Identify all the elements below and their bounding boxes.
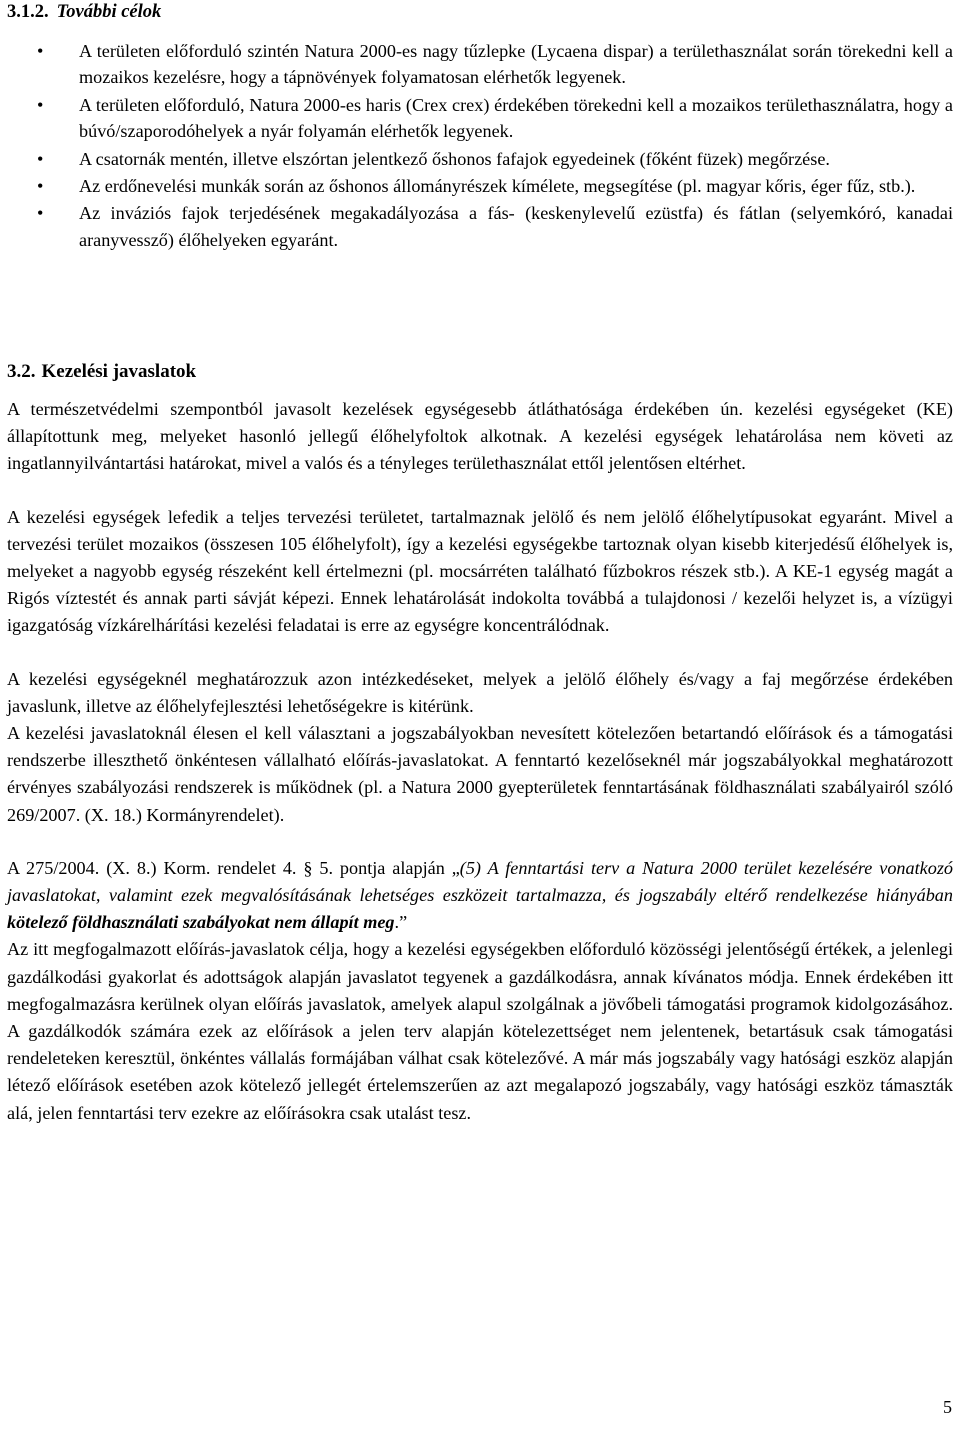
paragraph-4: A kezelési javaslatoknál élesen el kell választani a jogszabályokban nevesített kötelezően betartandó előírások és a támogatási rendszerbe illeszthető önkéntesen vállalható előírás-javaslatokat. A fenntartó kezelőseknél már jogszabályokkal meghatározott érvényes szabályozási rendszerek is működnek (pl. a Natura 2000 gyepterületek fenntartásának földhasználati szabályairól szóló 269/2007. (X. 18.) Kormányrendelet). bbox=[7, 723, 953, 825]
section-body bbox=[7, 396, 953, 1127]
goal-item-4 bbox=[7, 173, 953, 199]
section-number: 3.1.2. bbox=[7, 2, 49, 22]
goal-item-1 bbox=[7, 38, 953, 91]
paragraph-1: A természetvédelmi szempontból javasolt kezelések egységesebb átláthatósága érdekében ún. kezelési egységeket (KE) állapítottunk meg, melyeket hasonló jellegű élőhelyfoltok alkotnak. A kezelési egységek lehatárolása nem követi az ingatlannyilvántartási határokat, mivel a valós és a tényleges területhasználat ettől jelentősen eltérhet. bbox=[7, 399, 953, 474]
paragraph-6: Az itt megfogalmazott előírás-javaslatok célja, hogy a kezelési egységekben előforduló közösségi jelentőségű értékek, a jelenlegi gazdálkodási gyakorlat és adottságok alapján javaslatot tegyenek a gazdálkodásra, annak kívánatos módja. Ennek érdekében itt megfogalmazásra kerülnek olyan előírás javaslatok, amelyek alapul szolgálnak a jövőbeli támogatási programok kidolgozásához. A gazdálkodók számára ezek az előírások a jelen terv alapján kötelezettséget nem jelentenek, betartásuk csak támogatási rendeleteken keresztül, önkéntes vállalás formájában válhat csak kötelezővé. A már más jogszabály vagy hatósági eszköz alapján létező előírások esetében azok kötelező jellegét értelemszerűen az azt megalapozó jogszabály, vagy hatósági eszköz támaszták alá, jelen fenntartási terv ezekre az előírásokra csak utalást tesz. bbox=[7, 939, 953, 1123]
section-title: További célok bbox=[56, 2, 162, 22]
goal-item-5 bbox=[7, 200, 953, 253]
citation-emphasis: kötelező földhasználati szabályokat nem állapít meg bbox=[7, 912, 395, 933]
section-title: Kezelési javaslatok bbox=[41, 361, 197, 382]
bullet-icon: • bbox=[37, 203, 44, 224]
goal-text: A területen előforduló, Natura 2000-es haris (Crex crex) érdekében törekedni kell a mozaikos területhasználatra, hogy a búvó/szaporodóhelyek a nyár folyamán elérhetők legyenek. bbox=[79, 94, 953, 142]
section-heading-3-1-2 bbox=[7, 0, 161, 24]
goal-text: Az erdőnevelési munkák során az őshonos állományrészek kímélete, megsegítése (pl. magyar kőris, éger fűz, stb.). bbox=[79, 176, 916, 197]
goal-item-2 bbox=[7, 92, 953, 145]
citation-intro: A 275/2004. (X. 8.) Korm. rendelet 4. § 5. pontja alapján „ bbox=[7, 857, 460, 878]
paragraph-5 bbox=[7, 855, 953, 937]
bullet-icon: • bbox=[37, 41, 44, 61]
paragraph-3: A kezelési egységeknél meghatározzuk azon intézkedéseket, melyek a jelölő élőhely és/vagy a faj megőrzése érdekében javaslunk, illetve az élőhelyfejlesztési lehetőségekre is kitérünk. bbox=[7, 668, 953, 716]
goals-list bbox=[7, 38, 953, 254]
section-number: 3.2. bbox=[7, 361, 36, 382]
goal-text: A területen előforduló szintén Natura 2000-es nagy tűzlepke (Lycaena dispar) a területhasználat során törekedni kell a mozaikos kezelésre, hogy a tápnövények folyamatosan elérhetők legyenek. bbox=[79, 41, 953, 88]
bullet-icon: • bbox=[37, 176, 44, 197]
goal-text: A csatornák mentén, illetve elszórtan jelentkező őshonos fafajok egyedeinek (főként füzek) megőrzése. bbox=[79, 148, 830, 169]
paragraph-2: A kezelési egységek lefedik a teljes tervezési területet, tartalmaznak jelölő és nem jelölő élőhelytípusokat egyaránt. Mivel a tervezési terület mozaikos (összesen 105 élőhelyfolt), így a kezelési egységekbe tartoznak olyan kisebb kiterjedésű élőhelyek is, melyeket a nagyobb egység részeként kell értelmezni (pl. mocsárréten található fűzbokros részek stb.). A KE-1 egység magát a Rigós víztestét és annak parti sávját képezi. Ennek lehatárolását indokolta továbbá a tulajdonosi / kezelői helyzet is, a vízügyi igazgatóság vízkárelhárítási kezelési feladatai is erre az egységre koncentrálódnak. bbox=[7, 506, 953, 636]
citation-quote: (5) A fenntartási terv a Natura 2000 terület kezelésére vonatkozó javaslatokat, valamint ezek megvalósításának lehetséges eszközeit tartalmazza, és jogszabály eltérő rendelkezése hiányában bbox=[7, 857, 953, 906]
citation-end: .” bbox=[394, 912, 408, 933]
page-number: 5 bbox=[943, 1396, 952, 1417]
goal-text: Az inváziós fajok terjedésének megakadályozása a fás- (keskenylevelű ezüstfa) és fátlan (selyemkóró, kanadai aranyvessző) élőhelyeken egyaránt. bbox=[79, 203, 953, 250]
goal-item-3 bbox=[7, 146, 953, 172]
bullet-icon: • bbox=[37, 148, 44, 169]
bullet-icon: • bbox=[37, 94, 44, 115]
section-heading-3-2 bbox=[7, 359, 196, 385]
